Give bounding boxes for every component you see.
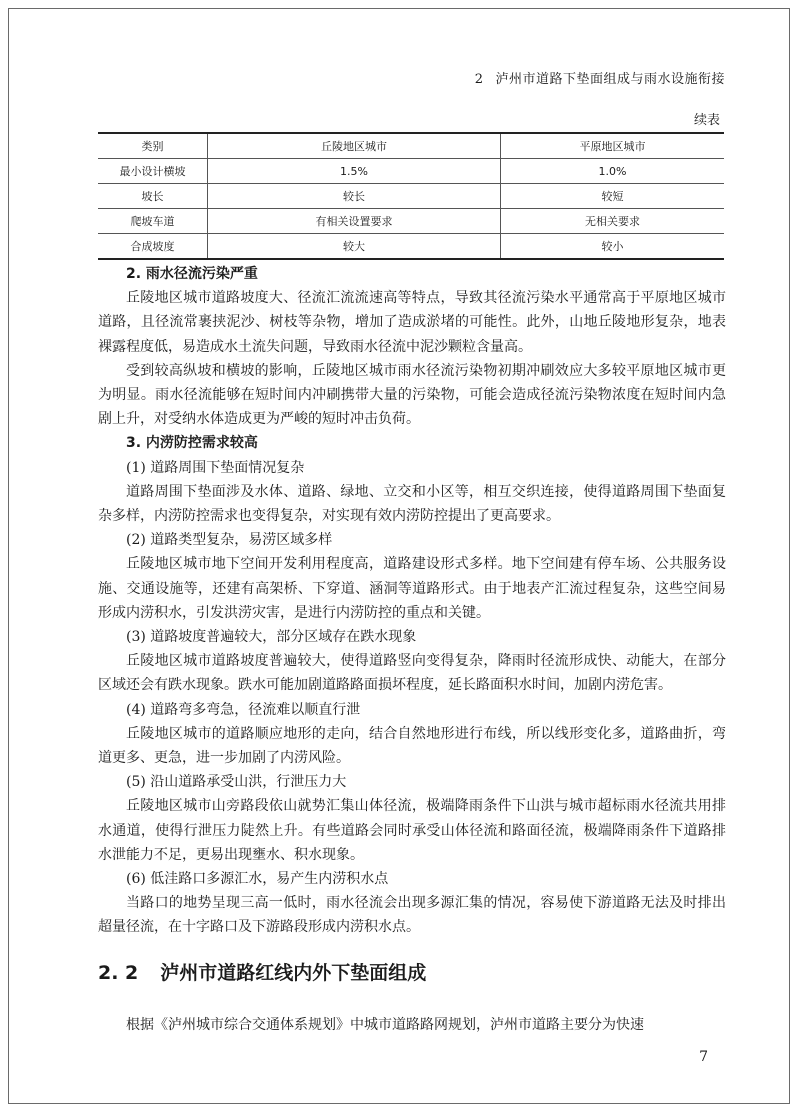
table-row	[98, 209, 724, 234]
table-cell: 较长	[208, 184, 501, 209]
table-row	[98, 234, 724, 260]
table-row	[98, 159, 724, 184]
body-text	[98, 262, 726, 940]
header-category: 类别	[98, 133, 208, 159]
chapter-number: 2	[474, 72, 484, 87]
paragraph: 道路周围下垫面涉及水体、道路、绿地、立交和小区等，相互交织连接，使得道路周围下垫面复杂多样，内涝防控需求也变得复杂，对实现有效内涝防控提出了更高要求。	[98, 483, 726, 525]
table-cell: 最小设计横坡	[98, 159, 208, 184]
paragraph: 丘陵地区城市的道路顺应地形的走向，结合自然地形进行布线，所以线形变化多，道路曲折，弯道更多、更急，进一步加剧了内涝风险。	[98, 725, 726, 767]
section-heading	[98, 958, 426, 985]
paragraph: 受到较高纵坡和横坡的影响，丘陵地区城市雨水径流污染物初期冲刷效应大多较平原地区城市更为明显。雨水径流能够在短时间内冲刷携带大量的污染物，可能会造成径流污染物浓度在短时间内急剧上升，对受纳水体造成更为严峻的短时冲击负荷。	[98, 362, 726, 428]
heading-waterlogging-control: 3. 内涝防控需求较高	[126, 435, 258, 452]
paragraph: 丘陵地区城市山旁路段依山就势汇集山体径流，极端降雨条件下山洪与城市超标雨水径流共用排水通道，使得行泄压力陡然上升。有些道路会同时承受山体径流和路面径流，极端降雨条件下道路排水泄能力不足，更易出现壅水、积水现象。	[98, 798, 726, 863]
section-number: 2. 2	[98, 962, 139, 984]
table-cell: 无相关要求	[501, 209, 725, 234]
table-cell: 较大	[208, 234, 501, 260]
table-header-row	[98, 133, 724, 159]
table-cell: 有相关设置要求	[208, 209, 501, 234]
paragraph: 根据《泸州城市综合交通体系规划》中城市道路路网规划，泸州市道路主要分为快速	[126, 1017, 644, 1033]
table-continued-label: 续表	[693, 113, 720, 128]
paragraph: 丘陵地区城市道路坡度普遍较大，使得道路竖向变得复杂，降雨时径流形成快、动能大，在部分区域还会有跌水现象。跌水可能加剧道路路面损坏程度，延长路面积水时间，加剧内涝危害。	[98, 653, 726, 694]
subheading-3: (3) 道路坡度普遍较大，部分区域存在跌水现象	[126, 629, 417, 646]
subheading-4: (4) 道路弯多弯急，径流难以顺直行泄	[126, 701, 361, 718]
table-row	[98, 184, 724, 209]
table-cell: 1.0%	[501, 159, 725, 184]
table-cell: 坡长	[98, 184, 208, 209]
table-cell: 爬坡车道	[98, 209, 208, 234]
subheading-5: (5) 沿山道路承受山洪，行泄压力大	[126, 774, 347, 791]
header-hilly-city: 丘陵地区城市	[208, 133, 501, 159]
subheading-1: (1) 道路周围下垫面情况复杂	[126, 459, 305, 476]
paragraph: 丘陵地区城市地下空间开发利用程度高，道路建设形式多样。地下空间建有停车场、公共服务设施、交通设施等，还建有高架桥、下穿道、涵洞等道路形式。由于地表产汇流过程复杂，这些空间易形成内涝积水，引发洪涝灾害，是进行内涝防控的重点和关键。	[98, 556, 726, 621]
subheading-2: (2) 道路类型复杂，易涝区域多样	[126, 532, 333, 549]
slope-comparison-table	[98, 132, 724, 260]
running-header	[475, 68, 725, 87]
page-number: 7	[699, 1049, 708, 1065]
header-plain-city: 平原地区城市	[501, 133, 725, 159]
chapter-title: 泸州市道路下垫面组成与雨水设施衔接	[495, 72, 725, 87]
paragraph: 当路口的地势呈现三高一低时，雨水径流会出现多源汇集的情况，容易使下游道路无法及时排出超量径流，在十字路口及下游路段形成内涝积水点。	[98, 895, 726, 936]
table-cell: 较短	[501, 184, 725, 209]
table-cell: 1.5%	[208, 159, 501, 184]
table-cell: 合成坡度	[98, 234, 208, 260]
table-cell: 较小	[501, 234, 725, 260]
paragraph: 丘陵地区城市道路坡度大、径流汇流流速高等特点，导致其径流污染水平通常高于平原地区城市道路，且径流常裹挟泥沙、树枝等杂物，增加了造成淤堵的可能性。此外，山地丘陵地形复杂，地表裸露程度低，易造成水土流失问题，导致雨水径流中泥沙颗粒含量高。	[98, 290, 726, 355]
heading-runoff-pollution: 2. 雨水径流污染严重	[126, 266, 258, 282]
subheading-6: (6) 低洼路口多源汇水，易产生内涝积水点	[126, 871, 389, 888]
section-title-text: 泸州市道路红线内外下垫面组成	[160, 962, 427, 984]
